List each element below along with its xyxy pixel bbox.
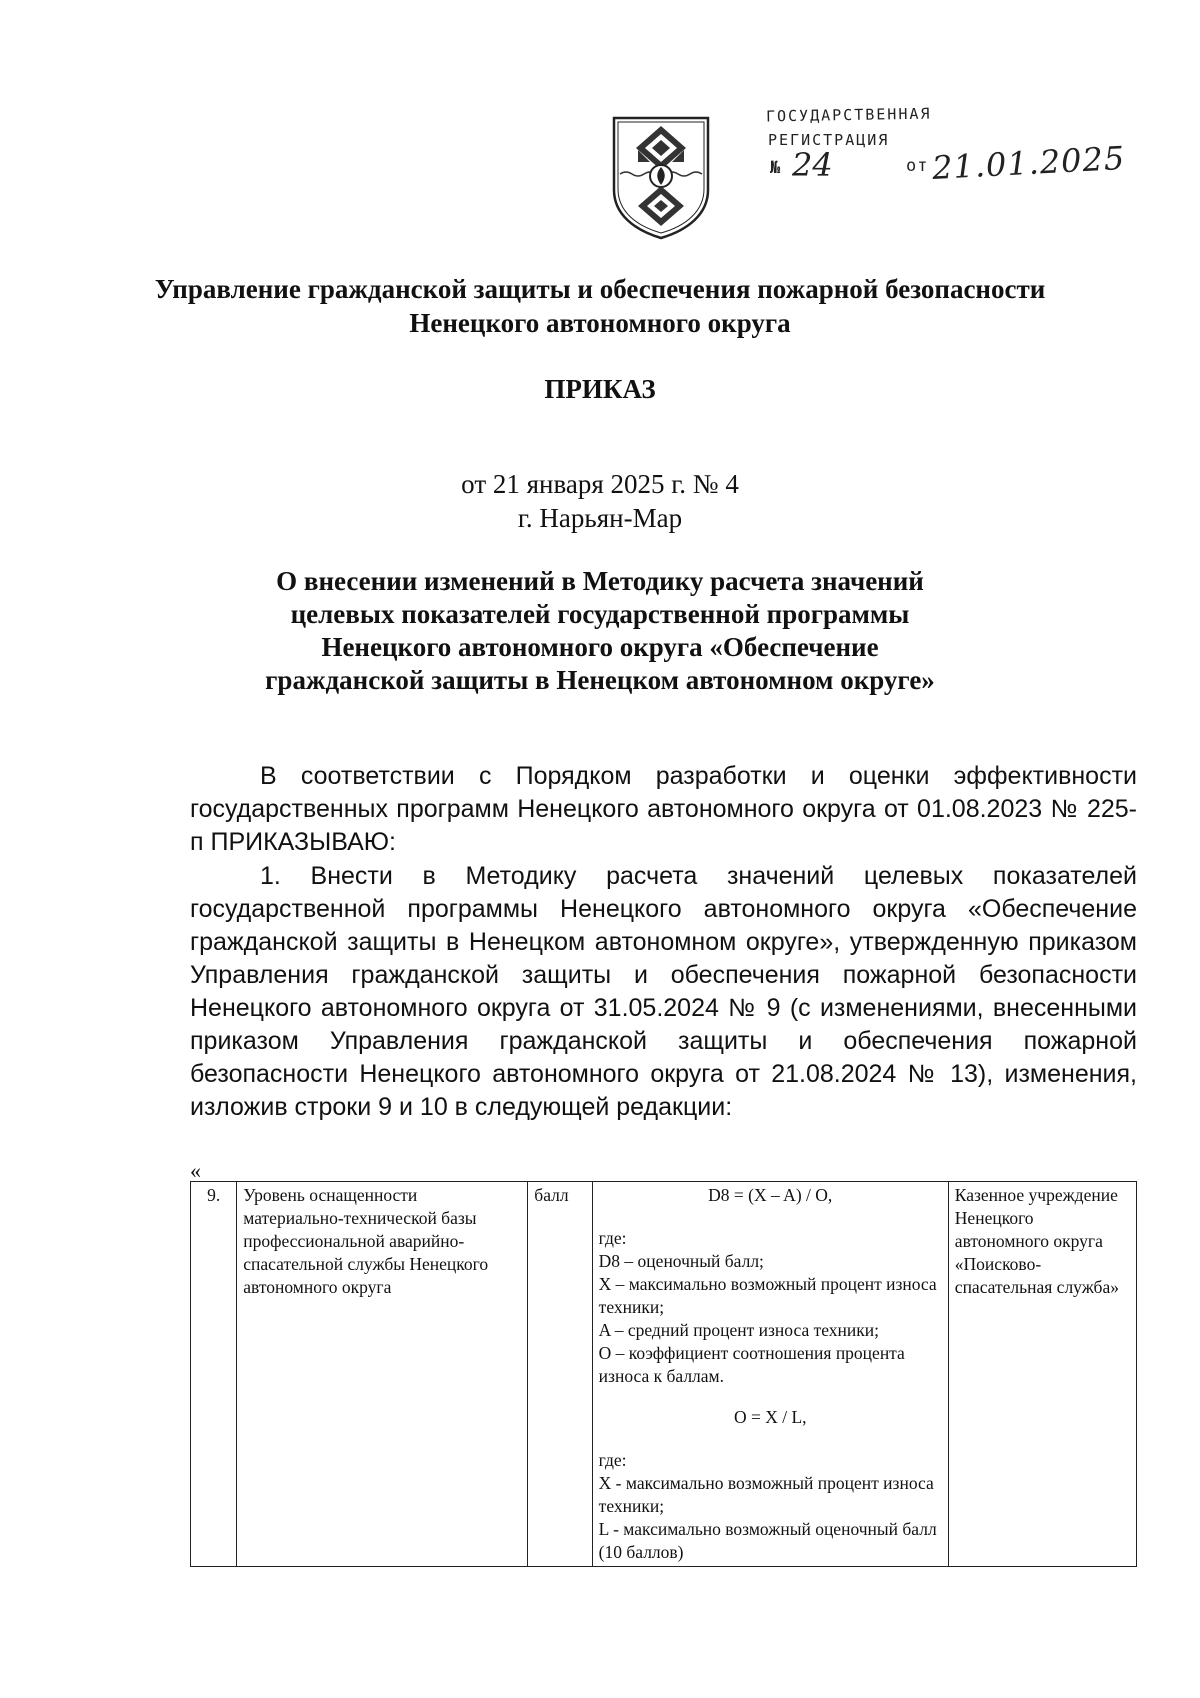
formula-1: D8 = (X – A) / O, — [708, 1185, 833, 1205]
body-paragraph-2: 1. Внести в Методику расчета значений целевых показателей государственной программы Ненецкого автономного округа «Обеспечение гражданской защиты в Ненецком автономном округе», утвержденную приказом Управления гражданской защиты и обеспечения пожарной безопасности Ненецкого автономного округа от 31.05.2024 № 9 (с изменениями, внесенными приказом Управления гражданской защиты и обеспечения пожарной безопасности Ненецкого автономного округа от 21.08.2024 № 13), изменения, изложив строки 9 и 10 в следующей редакции: — [190, 862, 1137, 1121]
subject-line1: О внесении изменений в Методику расчета значений — [276, 566, 924, 596]
registration-stamp — [766, 106, 1146, 196]
document-city: г. Нарьян-Мар — [517, 503, 683, 533]
definition-x1: X – максимально возможный процент износа техники; — [598, 1274, 937, 1317]
stamp-number-prefix: № — [770, 158, 781, 178]
cell-unit: балл — [528, 1182, 592, 1567]
cell-indicator: Уровень оснащенности материально-технической базы профессиональной аварийно-спасательной службы Ненецкого автономного округа — [237, 1182, 528, 1567]
body-paragraph-1: В соответствии с Порядком разработки и оценки эффективности государственных программ Ненецкого автономного округа от 01.08.2023 № 225-п ПРИКАЗЫВАЮ: — [190, 762, 1137, 856]
stamp-date-prefix: от — [906, 156, 929, 176]
quote-open-mark: « — [190, 1158, 201, 1183]
date-and-place — [0, 467, 1200, 535]
definition-l: L - максимально возможный оценочный балл (10 баллов) — [598, 1519, 937, 1562]
subject-line4: гражданской защиты в Ненецком автономном округе» — [265, 665, 935, 695]
org-line2: Ненецкого автономного округа — [409, 308, 791, 338]
coat-of-arms-icon — [608, 112, 714, 242]
stamp-line2: РЕГИСТРАЦИЯ — [768, 131, 890, 149]
where-label-1: где: — [598, 1228, 627, 1248]
document-subject — [0, 565, 1200, 697]
subject-line3: Ненецкого автономного округа «Обеспечение — [321, 632, 879, 662]
definition-a: A – средний процент износа техники; — [598, 1320, 880, 1340]
table-row — [191, 1182, 1137, 1567]
indicators-table — [190, 1181, 1137, 1567]
document-type-title: ПРИКАЗ — [544, 374, 656, 404]
cell-method — [592, 1182, 948, 1567]
cell-responsible: Казенное учреждение Ненецкого автономного округа «Поисково-спасательная служба» — [948, 1182, 1136, 1567]
definition-x2: X - максимально возможный процент износа техники; — [598, 1473, 934, 1516]
subject-line2: целевых показателей государственной программы — [290, 599, 910, 629]
definition-d8: D8 – оценочный балл; — [598, 1251, 764, 1271]
definition-o: O – коэффициент соотношения процента износа к баллам. — [598, 1343, 905, 1386]
organization-name — [0, 272, 1200, 340]
formula-2: O = X / L, — [733, 1407, 807, 1427]
org-line1: Управление гражданской защиты и обеспечения пожарной безопасности — [154, 274, 1046, 304]
stamp-date: 21.01.2025 — [931, 138, 1127, 188]
stamp-line1: ГОСУДАРСТВЕННАЯ — [765, 104, 932, 126]
where-label-2: где: — [598, 1450, 627, 1470]
document-date-number: от 21 января 2025 г. № 4 — [461, 469, 739, 499]
stamp-number: 24 — [792, 146, 833, 184]
cell-number: 9. — [191, 1182, 237, 1567]
